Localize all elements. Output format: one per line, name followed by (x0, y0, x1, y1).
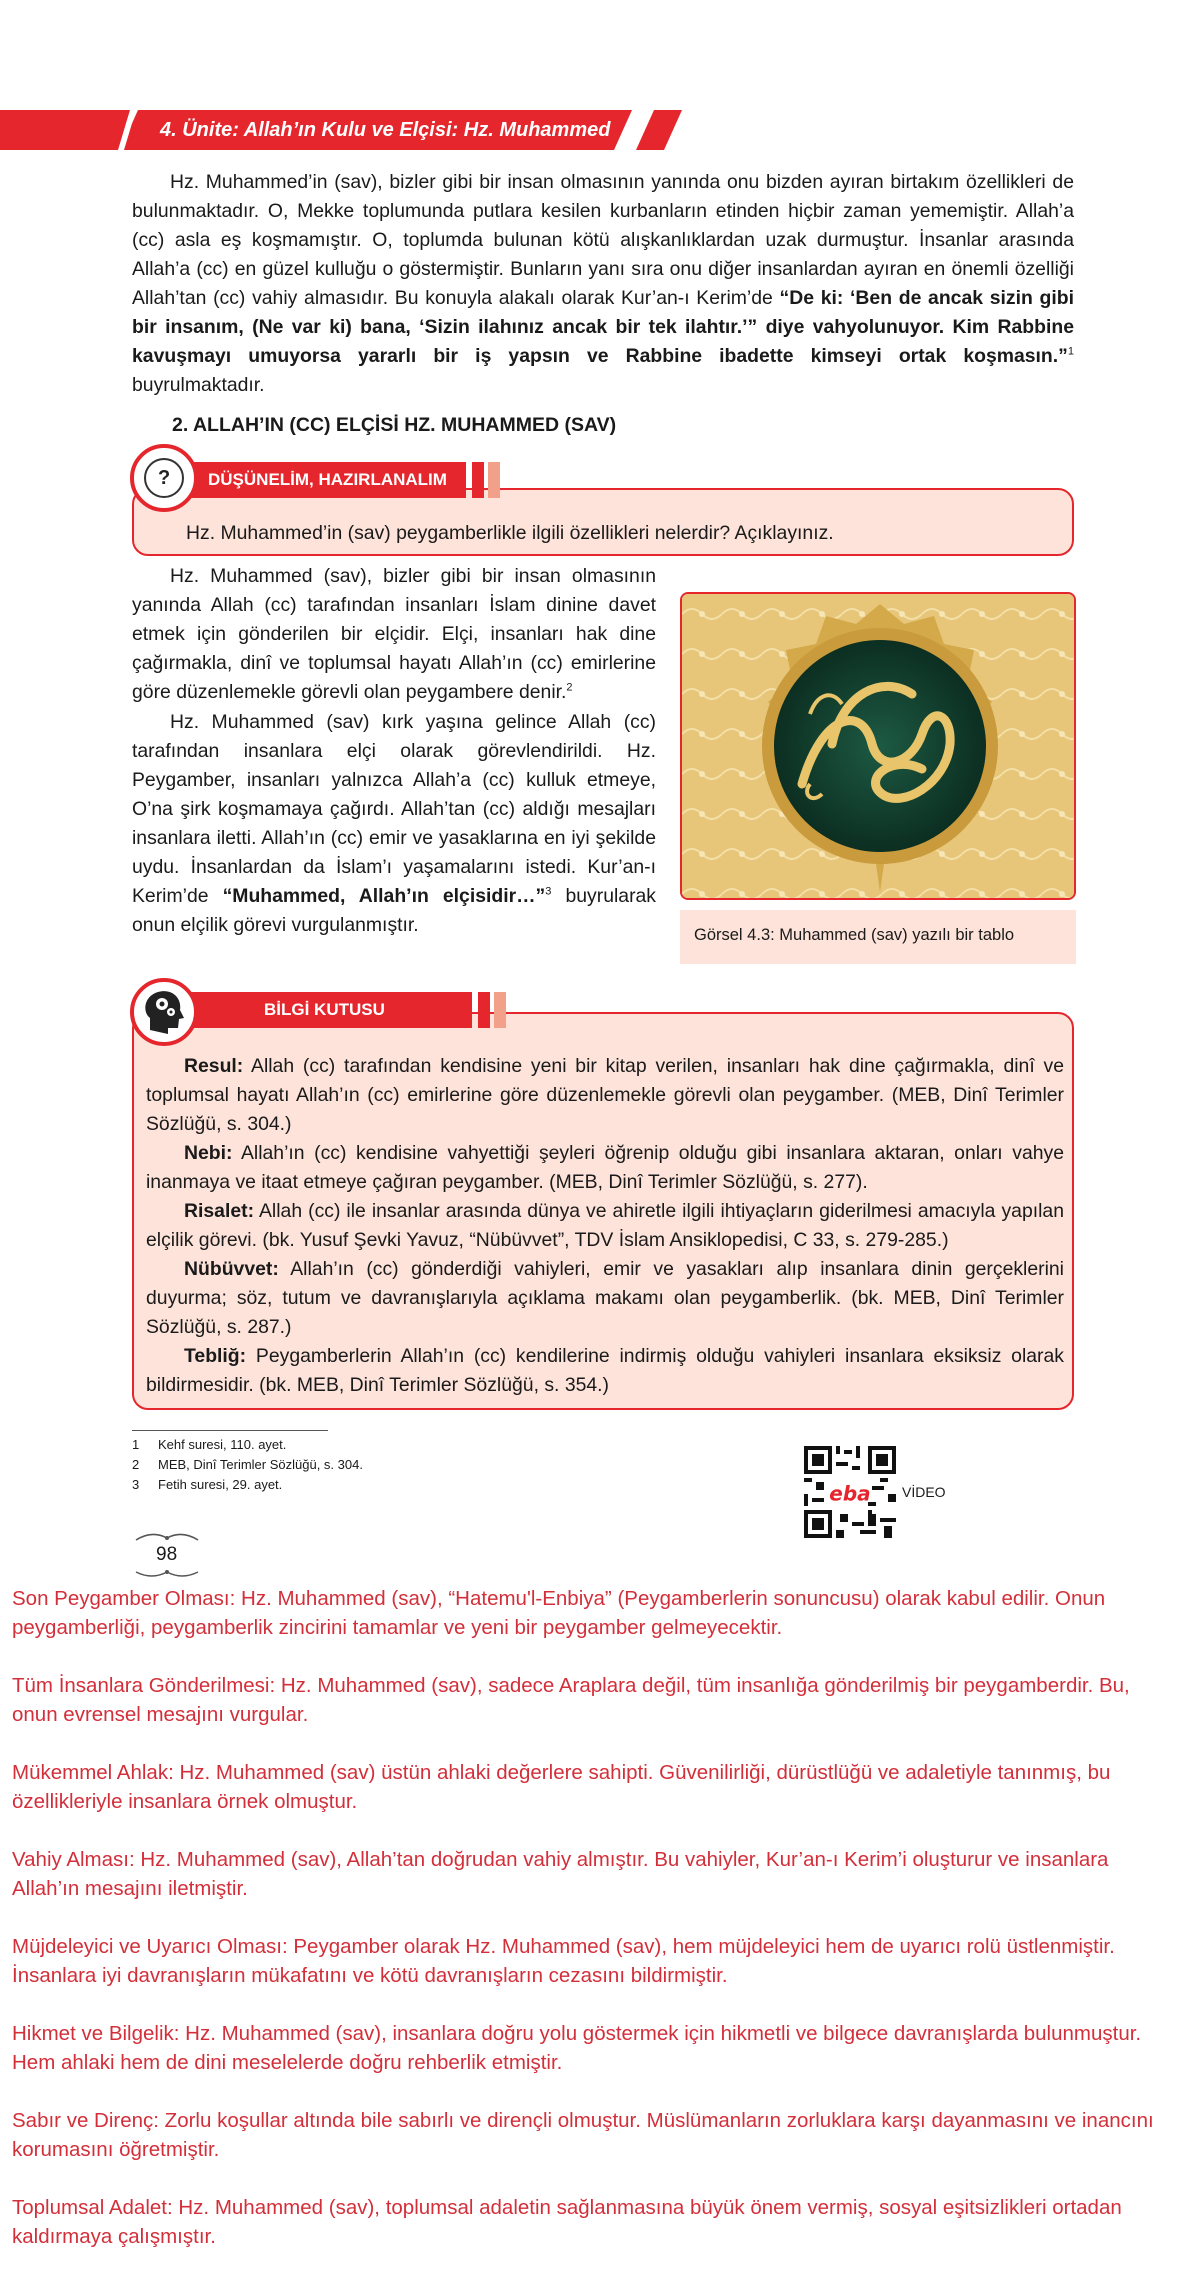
body-text-1: Hz. Muhammed (sav), bizler gibi bir insan olmasının yanında Allah (cc) tarafından insanları İslam dinine davet etmek için gönderilen bir elçidir. Elçi, insanları hak dine çağırmakla, dinî ve toplumsal hayatı Allah’ın (cc) emirlerine göre düzenlemekle görevli olan peygambere denir. (132, 565, 656, 703)
info-item-nebi (146, 1139, 1064, 1197)
footnote: 3 Fetih suresi, 29. ayet. (132, 1477, 283, 1492)
eba-logo: eba (829, 1481, 871, 1506)
info-text: Allah’ın (cc) kendisine vahyettiği şeyleri öğrenip olduğu gibi insanlara aktaran, onları vahye inanmaya ve itaat etmeye çağıran peygamber. (MEB, Dinî Terimler Sözlüğü, s. 277). (146, 1142, 1064, 1193)
section-heading: 2. ALLAH’IN (CC) ELÇİSİ HZ. MUHAMMED (SAV) (172, 414, 617, 436)
qr-code[interactable] (804, 1446, 896, 1538)
info-item-teblig (146, 1342, 1064, 1400)
info-item-nubuvvet (146, 1255, 1064, 1342)
question-bubble-icon (144, 458, 184, 498)
calligraphy-image (680, 592, 1076, 900)
footnote-divider (132, 1430, 328, 1431)
header-band-tail (636, 110, 682, 150)
think-label: DÜŞÜNELİM, HAZIRLANALIM (208, 470, 447, 489)
info-text: Allah (cc) ile insanlar arasında dünya ve ahiretle ilgili ihtiyaçların giderilmesi amacıyla yapılan elçilik görevi. (bk. Yusuf Şevki Yavuz, “Nübüvvet”, TDV İslam Ansiklopedisi, C 33, s. 279-285.) (146, 1200, 1064, 1251)
video-label: VİDEO (902, 1484, 946, 1500)
think-question: Hz. Muhammed’in (sav) peygamberlikle ilgili özellikleri nelerdir? Açıklayınız. (186, 522, 834, 544)
caption-box (680, 910, 1076, 964)
intro-quote: “De ki: ‘Ben de ancak sizin gibi bir insanım, (Ne var ki) bana, ‘Sizin ilahınız ancak bir tek ilahtır.’” diye vahyolunuyor. Kim Rabbine kavuşmayı umuyorsa yararlı bir iş yapsın ve Rabbine ibadette kimseyi ortak koşmasın.” (132, 287, 1074, 367)
brain-badge (130, 978, 198, 1046)
footnote-ref: 2 (566, 681, 573, 694)
body-quote: “Muhammed, Allah’ın elçisidir…” (222, 885, 546, 907)
intro-text-end: buyrulmaktadır. (132, 374, 265, 396)
note-herald-warner: Müjdeleyici ve Uyarıcı Olması: Peygamber olarak Hz. Muhammed (sav), hem müjdeleyici hem de uyarıcı rolü üstlenmiştir. İnsanlara iyi davranışların mükafatını ve kötü davranışların cezasını bildirmiştir. (12, 1935, 1115, 1987)
info-label: BİLGİ KUTUSU (264, 1000, 385, 1019)
note-perfect-morals: Mükemmel Ahlak: Hz. Muhammed (sav) üstün ahlaki değerlere sahipti. Güvenilirliği, dürüstlüğü ve adaletiyle tanınmış, bu özellikleriyle insanlara örnek olmuştur. (12, 1761, 1111, 1813)
footnote-ref: 1 (1067, 345, 1074, 358)
intro-text: Hz. Muhammed’in (sav), bizler gibi bir insan olmasının yanında onu bizden ayıran birtakım özellikleri de bulunmaktadır. O, Mekke toplumunda putlara kesilen kurbanların etinden hiçbir zaman yememiştir. Allah’a (cc) asla eş koşmamıştır. O, toplumda bulunan kötü alışkanlıklardan uzak durmuştur. İnsanlar arasında Allah’a (cc) en güzel kulluğu o göstermiştir. Bunların yanı sıra onu diğer insanlardan ayıran en önemli özelliği Allah’tan (cc) vahiy almasıdır. Bu konuyla alakalı olarak Kur’an-ı Kerim’de (132, 171, 1074, 309)
page-number: 98 (156, 1544, 178, 1565)
note-social-justice: Toplumsal Adalet: Hz. Muhammed (sav), toplumsal adaletin sağlanmasına büyük önem vermiş, sosyal eşitsizlikleri ortadan kaldırmaya çalışmıştır. (12, 2196, 1122, 2248)
info-tag (176, 992, 512, 1028)
note-patience: Sabır ve Direnç: Zorlu koşullar altında bile sabırlı ve dirençli olmuştur. Müslümanların zorluklara karşı dayanmasını ve inancını korumasını öğretmiştir. (12, 2109, 1154, 2161)
footnote: 2 MEB, Dinî Terimler Sözlüğü, s. 304. (132, 1457, 363, 1472)
intro-paragraph (132, 168, 1074, 400)
info-item-risalet (146, 1197, 1064, 1255)
question-mark: ? (158, 467, 171, 489)
info-text: Peygamberlerin Allah’ın (cc) kendilerine indirmiş olduğu vahiyleri insanlara eksiksiz olarak bildirmesidir. (bk. MEB, Dinî Terimler Sözlüğü, s. 354.) (146, 1345, 1064, 1396)
note-wisdom: Hikmet ve Bilgelik: Hz. Muhammed (sav), insanlara doğru yolu göstermek için hikmetli ve bilgece davranışlarda bulunmuştur. Hem ahlaki hem de dini meselelerde doğru rehberlik etmiştir. (12, 2022, 1142, 2074)
unit-title: 4. Ünite: Allah’ın Kulu ve Elçisi: Hz. Muhammed (160, 119, 611, 141)
question-badge (130, 444, 198, 512)
body-text-2: Hz. Muhammed (sav) kırk yaşına gelince Allah (cc) tarafından insanlara elçi olarak görevlendirildi. Hz. Peygamber, insanları yalnızca Allah’a (cc) kulluk etmeye, O’na şirk koşmamaya çağırdı. Allah’tan (cc) aldığı mesajları insanlara iletti. Allah’ın (cc) emir ve yasaklarına en iyi şekilde uydu. İnsanlardan da İslam’ı yaşamalarını istedi. Kur’an-ı Kerim’de (132, 711, 656, 907)
info-text: Allah’ın (cc) gönderdiği vahiyleri, emir ve yasakları alıp insanlara dinin gerçeklerini duyurma; söz, tutum ve davranışlarıyla açıklama makamı olan peygamberlik. (bk. MEB, Dinî Terimler Sözlüğü, s. 287.) (146, 1258, 1064, 1338)
image-caption: Görsel 4.3: Muhammed (sav) yazılı bir tablo (694, 926, 1015, 944)
unit-header-band (0, 110, 682, 150)
info-text: Allah (cc) tarafından kendisine yeni bir kitap verilen, insanları hak dine çağırmakla, dinî ve toplumsal hayatı Allah’ın (cc) emirlerine göre düzenlemekle görevli olan peygamber. (MEB, Dinî Terimler Sözlüğü, s. 304.) (146, 1055, 1064, 1135)
brain-gear-icon (134, 982, 194, 1042)
note-last-prophet: Son Peygamber Olması: Hz. Muhammed (sav), “Hatemu'l-Enbiya” (Peygamberlerin sonuncusu) olarak kabul edilir. Onun peygamberliği, peygamberlik zincirini tamamlar ve yeni bir peygamber gelmeyecektir. (12, 1587, 1106, 1639)
note-sent-to-all: Tüm İnsanlara Gönderilmesi: Hz. Muhammed (sav), sadece Araplara değil, tüm insanlığa gönderilmiş bir peygamberdir. Bu, onun evrensel mesajını vurgular. (12, 1674, 1130, 1726)
body-text-2-end: buyrularak onun elçilik görevi vurgulanmıştır. (132, 885, 657, 936)
footnote: 1 Kehf suresi, 110. ayet. (132, 1437, 287, 1452)
info-term: Tebliğ: (184, 1345, 247, 1367)
info-item-resul (146, 1052, 1064, 1139)
info-term: Resul: (184, 1055, 244, 1077)
header-band-left (0, 110, 130, 150)
info-term: Risalet: (184, 1200, 255, 1222)
info-term: Nübüvvet: (184, 1258, 279, 1280)
note-revelation: Vahiy Alması: Hz. Muhammed (sav), Allah’tan doğrudan vahiy almıştır. Bu vahiyler, Kur’an-ı Kerim’i oluşturur ve insanlara Allah’ın mesajını iletmiştir. (12, 1848, 1109, 1900)
info-term: Nebi: (184, 1142, 233, 1164)
body-paragraph-2 (132, 708, 656, 940)
think-tag (176, 462, 506, 498)
body-paragraph-1 (132, 562, 656, 707)
footnote-ref: 3 (545, 885, 552, 898)
